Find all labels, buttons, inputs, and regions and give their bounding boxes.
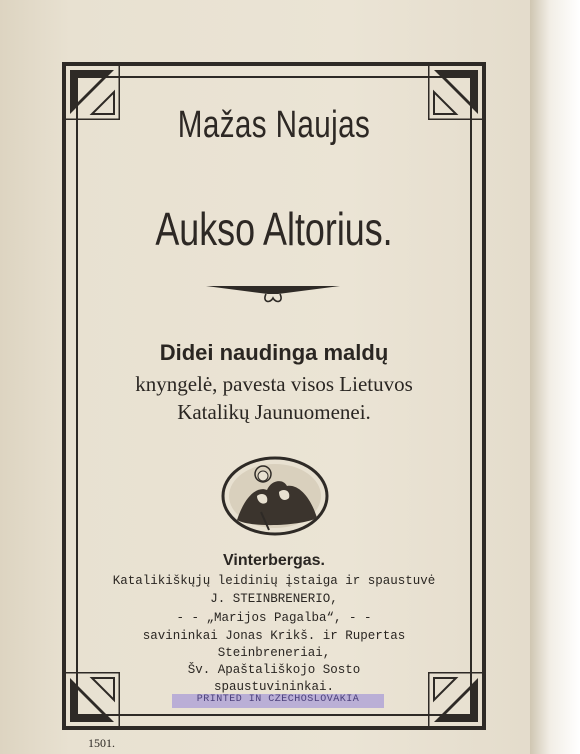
publisher-line-5: Steinbreneriai, [217, 646, 331, 660]
stamp-text: PRINTED IN CZECHOSLOVAKIA [196, 694, 360, 705]
title-line-1: Mažas Naujas [177, 104, 371, 146]
page-edge [530, 0, 580, 754]
publisher-line-4: savininkai Jonas Krikš. ir Rupertas [142, 629, 406, 643]
divider-ornament [206, 282, 340, 304]
corner-ornament-top-right [428, 64, 484, 120]
publisher-line-2: J. STEINBRENERIO, [210, 592, 338, 606]
subtitle-line-3: Katalikų Jaunuomenei. [177, 400, 371, 424]
publisher-line-3: - - „Marijos Pagalba“, - - [176, 611, 372, 625]
publisher-line-6: Šv. Apaštališkojo Sosto [187, 663, 361, 677]
corner-ornament-top-left [64, 64, 120, 120]
subtitle-line-1: Didei naudinga maldų [159, 340, 389, 365]
title-line-2: Aukso Altorius. [155, 203, 393, 255]
catalog-number: 1501. [88, 736, 115, 750]
subtitle-line-2: knyngelė, pavesta visos Lietuvos [135, 372, 413, 396]
madonna-vignette-image [221, 456, 329, 536]
publisher-line-1: Katalikiškųjų leidinių įstaiga ir spaustuvė [112, 574, 436, 588]
publisher-line-7: spaustuvininkai. [213, 680, 335, 694]
publication-place: Vinterbergas. [223, 552, 325, 569]
